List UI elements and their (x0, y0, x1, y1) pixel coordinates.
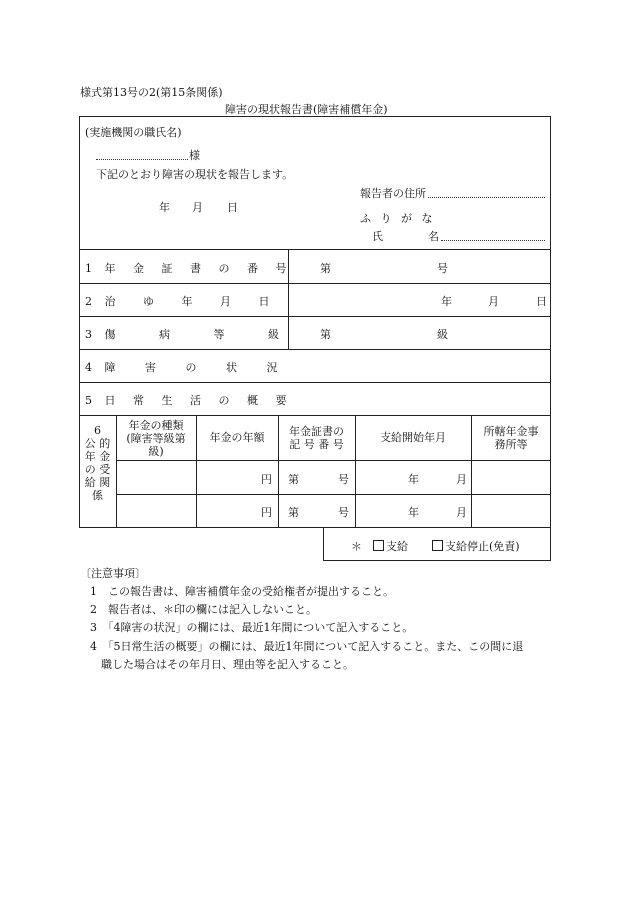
row6a-dai: 第 (288, 473, 299, 486)
note-item: 2 報告者は、＊印の欄には記入しないこと。 (90, 603, 317, 616)
status-option-payment[interactable]: 支給 (373, 538, 408, 554)
row6b-yen: 円 (261, 506, 272, 519)
row-divider (116, 494, 551, 495)
row-divider (79, 283, 551, 284)
row6b-go: 号 (338, 506, 349, 519)
reporter-address-field[interactable] (428, 197, 545, 198)
date-year-label: 年 (159, 201, 170, 214)
row-divider (79, 316, 551, 317)
row6b-year: 年 (408, 506, 419, 519)
row1-go: 号 (437, 262, 448, 275)
addressee-line[interactable] (96, 159, 188, 160)
note-item: 職した場合はその年月日、理由等を記入すること。 (90, 658, 354, 671)
note-item: 1 この報告書は、障害補償年金の受給権者が提出すること。 (90, 585, 394, 598)
checkbox-icon[interactable] (432, 540, 443, 551)
intro-text: 下記のとおり障害の現状を報告します。 (96, 168, 294, 181)
name-label-2: 名 (428, 230, 439, 243)
org-label: (実施機関の職氏名) (85, 126, 182, 139)
header-annual-amount: 年金の年額 (209, 431, 265, 444)
row-divider (79, 415, 551, 416)
row6a-year: 年 (408, 473, 419, 486)
date-day-label: 日 (227, 201, 238, 214)
row-divider (116, 460, 551, 461)
row3-kyu: 級 (437, 328, 448, 341)
form-number: 様式第13号の2(第15条関係) (80, 86, 223, 99)
report-form (79, 116, 551, 561)
row6a-yen: 円 (261, 473, 272, 486)
checkbox-icon[interactable] (373, 540, 384, 551)
reporter-name-field[interactable] (441, 240, 545, 241)
header-start-month: 支給開始年月 (380, 431, 446, 444)
column-divider (288, 249, 289, 349)
row2-month: 月 (488, 295, 499, 308)
row3-label: 3 傷 病 等 級 (85, 328, 279, 341)
row6b-dai: 第 (288, 506, 299, 519)
note-item: 4 「5日常生活の概要」の欄には、最近1年間について記入すること。また、この間に退 (90, 640, 524, 653)
row6b-month: 月 (456, 506, 467, 519)
row-divider (79, 349, 551, 350)
row1-label: 1 年 金 証 書 の 番 号 (85, 262, 287, 275)
document-title: 障害の現状報告書(障害補償年金) (225, 103, 388, 116)
row5-label: 5 日 常 生 活 の 概 要 (85, 394, 287, 407)
row2-label: 2 治 ゆ 年 月 日 (85, 295, 270, 308)
row4-label: 4 障 害 の 状 況 (85, 361, 278, 374)
name-label-1: 氏 (372, 230, 383, 243)
status-mark: ＊ (351, 540, 362, 553)
row6a-go: 号 (338, 473, 349, 486)
header-pension-type: 年金の種類 (障害等級第 級) (126, 419, 186, 458)
section6-side-label: 6 公 的 年 金 の 受 給 関 係 (84, 424, 111, 502)
row2-year: 年 (441, 295, 452, 308)
notes-heading: 〔注意事項〕 (80, 567, 146, 580)
date-month-label: 月 (192, 201, 203, 214)
note-item: 3 「4障害の状況」の欄には、最近1年間について記入すること。 (90, 621, 414, 634)
honorific: 様 (189, 149, 200, 162)
row3-dai: 第 (320, 328, 331, 341)
row6a-month: 月 (456, 473, 467, 486)
status-option-suspension[interactable]: 支給停止(免責) (432, 538, 520, 554)
row1-dai: 第 (320, 262, 331, 275)
row2-day: 日 (536, 295, 547, 308)
header-certificate-number: 年金証書の 記 号 番 号 (289, 425, 344, 451)
header-pension-office: 所轄年金事 務所等 (483, 425, 539, 451)
reporter-address-label: 報告者の住所 (360, 187, 426, 200)
row-divider (79, 382, 551, 383)
furigana-label: ふ り が な (360, 212, 433, 225)
row-divider (79, 249, 551, 250)
